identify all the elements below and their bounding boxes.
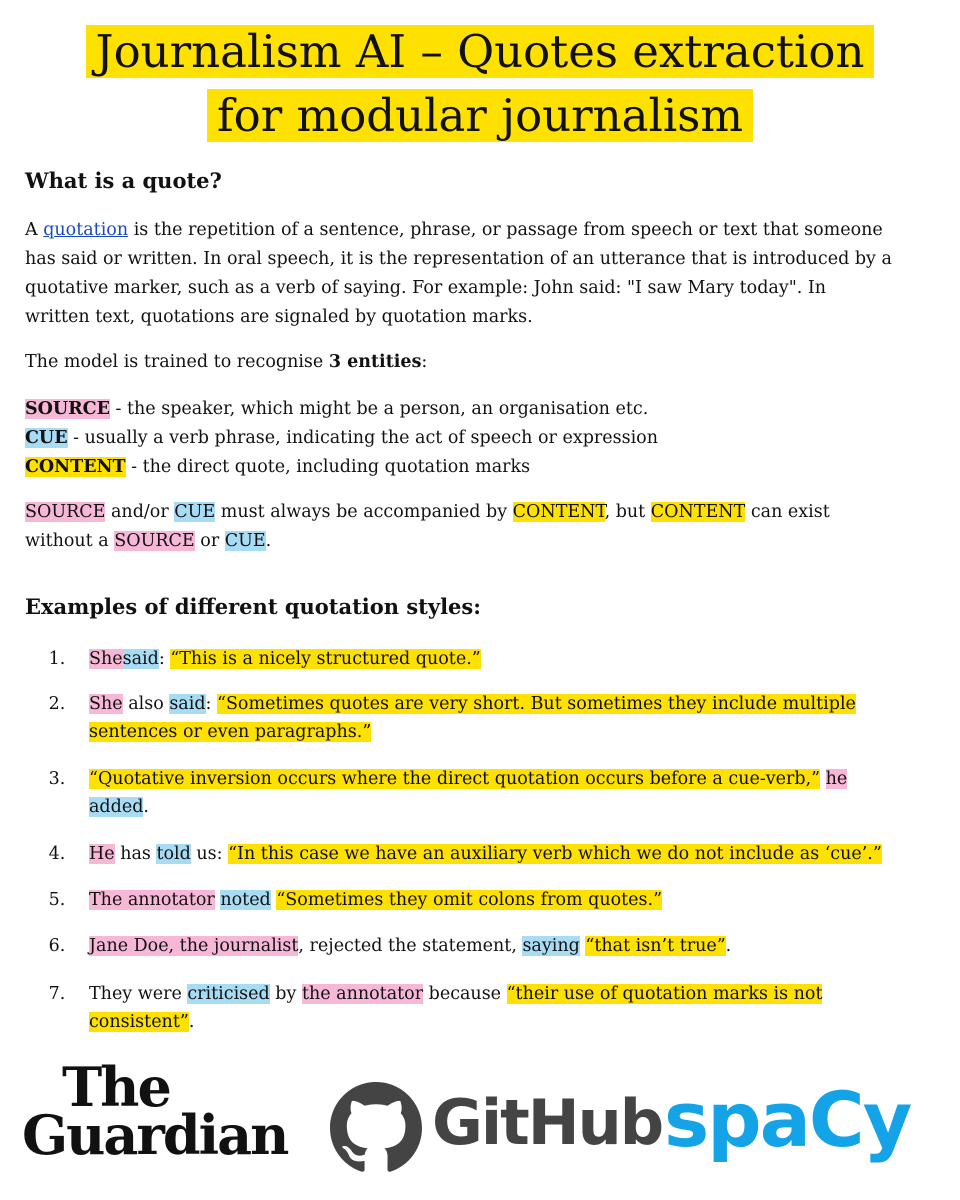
section-heading-what-is-quote: What is a quote? bbox=[25, 168, 222, 193]
example-7: 7. They were criticised by the annotator because “their use of quotation marks is not bbox=[48, 984, 823, 1004]
github-octocat-icon bbox=[330, 1082, 422, 1174]
example-5: 5. The annotator noted “Sometimes they omit colons from quotes.” bbox=[48, 890, 663, 910]
example-2: 2. She also said: “Sometimes quotes are very short. But sometimes they include multiple bbox=[48, 694, 856, 714]
spacy-logo: spaCy bbox=[664, 1075, 911, 1164]
definition-line-1: A quotation is the repetition of a sentence, phrase, or passage from speech or text that someone bbox=[25, 220, 883, 240]
quotation-link[interactable]: quotation bbox=[43, 220, 129, 240]
rule-line-1: SOURCE and/or CUE must always be accompanied by CONTENT, but CONTENT can exist bbox=[25, 502, 830, 522]
github-logo-text: GitHub bbox=[432, 1086, 663, 1159]
example-1: 1. Shesaid: “This is a nicely structured quote.” bbox=[48, 649, 481, 669]
entity-content: CONTENT - the direct quote, including quotation marks bbox=[25, 457, 531, 477]
example-7-continued: consistent”. bbox=[89, 1012, 195, 1032]
definition-line-3: quotative marker, such as a verb of saying. For example: John said: "I saw Mary today". In bbox=[25, 278, 827, 298]
entity-cue: CUE - usually a verb phrase, indicating the act of speech or expression bbox=[25, 428, 658, 448]
title-line-1: Journalism AI – Quotes extraction bbox=[0, 24, 960, 80]
entity-source: SOURCE - the speaker, which might be a person, an organisation etc. bbox=[25, 399, 649, 419]
example-3-continued: added. bbox=[89, 797, 149, 817]
definition-line-2: has said or written. In oral speech, it is the representation of an utterance that is introduced by a bbox=[25, 249, 892, 269]
guardian-logo-line-2: Guardian bbox=[22, 1103, 288, 1167]
example-3: 3. “Quotative inversion occurs where the direct quotation occurs before a cue-verb,” he bbox=[48, 769, 848, 789]
guardian-logo-line-1: The bbox=[62, 1055, 170, 1119]
example-2-continued: sentences or even paragraphs.” bbox=[89, 722, 372, 742]
rule-line-2: without a SOURCE or CUE. bbox=[25, 531, 272, 551]
model-entities-line: The model is trained to recognise 3 entities: bbox=[25, 352, 428, 372]
definition-line-4: written text, quotations are signaled by quotation marks. bbox=[25, 307, 533, 327]
example-6: 6. Jane Doe, the journalist, rejected the statement, saying “that isn’t true”. bbox=[48, 936, 732, 956]
example-4: 4. He has told us: “In this case we have an auxiliary verb which we do not include as ‘cue’.” bbox=[48, 844, 882, 864]
title-line-2: for modular journalism bbox=[0, 88, 960, 144]
section-heading-examples: Examples of different quotation styles: bbox=[25, 594, 481, 619]
